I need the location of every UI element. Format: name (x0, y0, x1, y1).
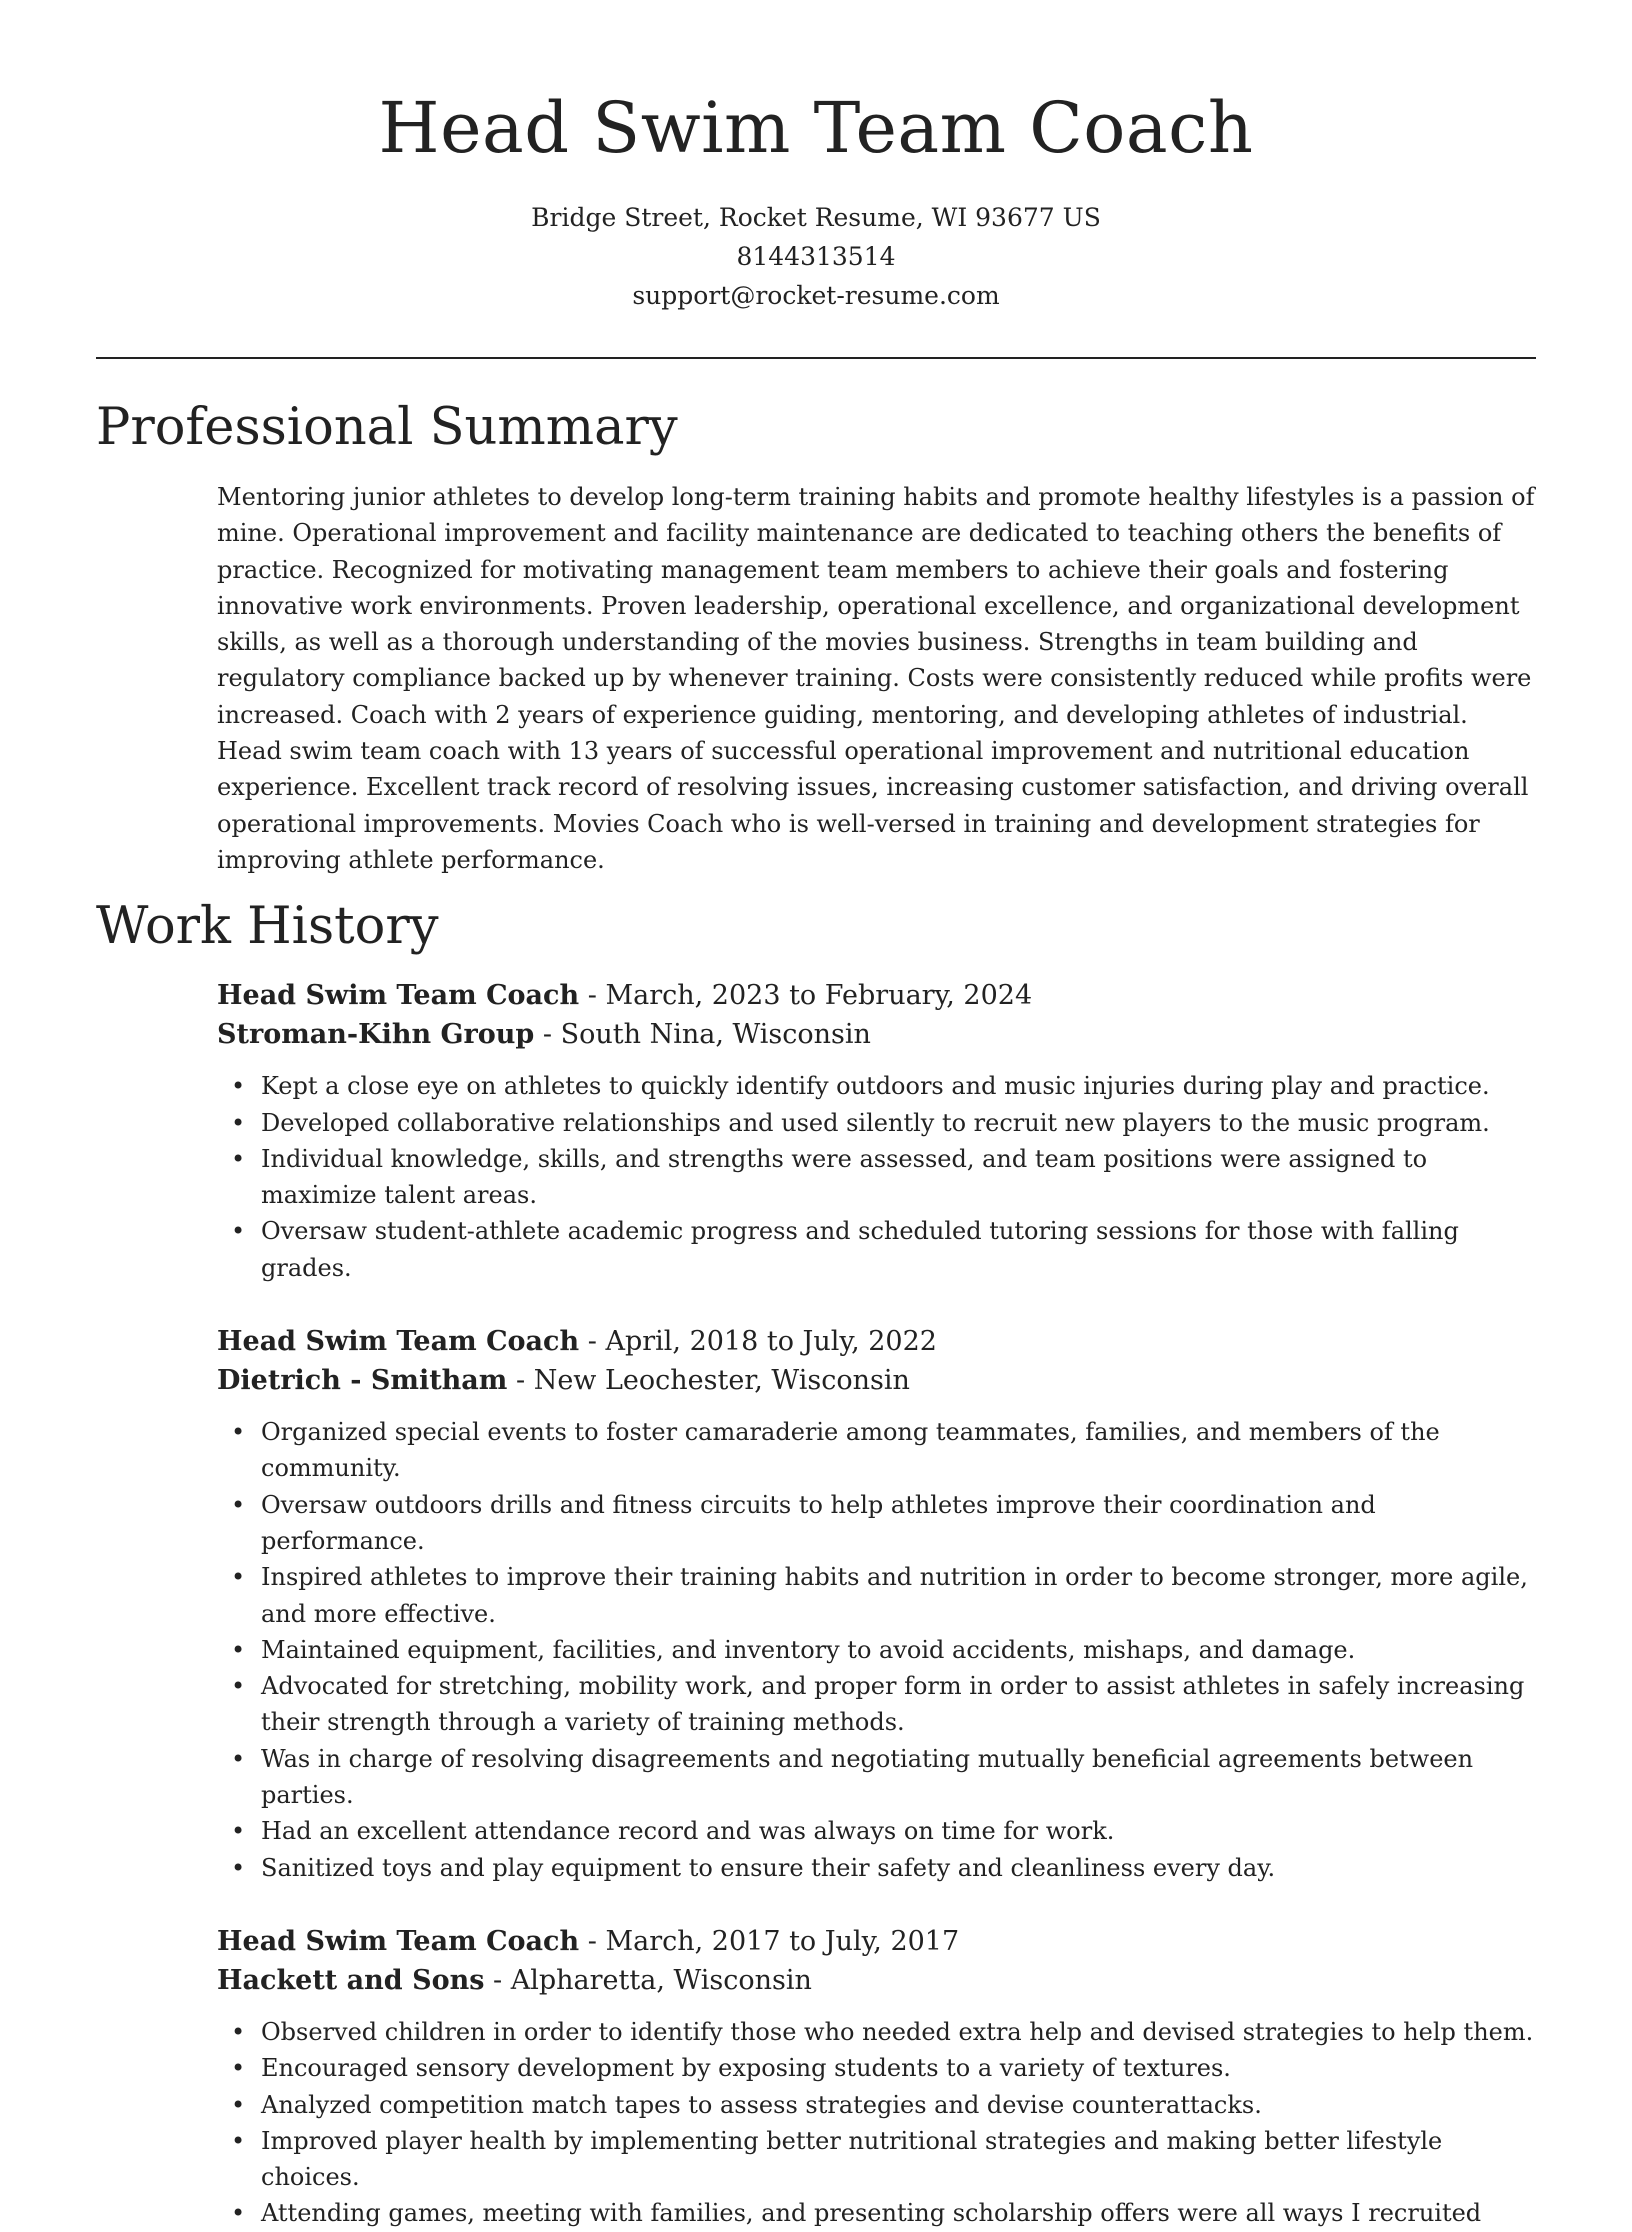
job-dates: March, 2017 to July, 2017 (605, 1925, 960, 1957)
job-duties (217, 1414, 1536, 1886)
duty-item: • Oversaw outdoors drills and fitness circuits to help athletes improve their coordination and performance. (261, 1487, 1536, 1560)
job-dates: March, 2023 to February, 2024 (605, 980, 1033, 1012)
job-company-line: Hackett and Sons - Alpharetta, Wisconsin (217, 1964, 812, 1996)
job-dates: April, 2018 to July, 2022 (605, 1326, 937, 1358)
resume-header (96, 0, 1536, 315)
job-role: Head Swim Team Coach (217, 980, 580, 1012)
job-entry (217, 1922, 1536, 2232)
work-history-heading: Work History (96, 897, 439, 957)
duty-item: • Oversaw student-athlete academic progress and scheduled tutoring sessions for those with falling grades. (261, 1213, 1536, 1286)
job-title-line: Head Swim Team Coach - March, 2023 to February, 2024 (217, 980, 1033, 1012)
email-line: support@rocket-resume.com (632, 281, 1000, 310)
duty-item: • Observed children in order to identify those who needed extra help and devised strategies to help them. (261, 2014, 1536, 2050)
phone-line: 8144313514 (736, 242, 896, 271)
job-entry (217, 976, 1536, 1286)
duty-item: • Was in charge of resolving disagreements and negotiating mutually beneficial agreements between parties. (261, 1741, 1536, 1814)
candidate-name: Head Swim Team Coach (378, 87, 1254, 169)
job-role: Head Swim Team Coach (217, 1925, 580, 1957)
contact-block (96, 198, 1536, 315)
duty-item: • Had an excellent attendance record and was always on time for work. (261, 1813, 1536, 1849)
job-entry (217, 1322, 1536, 1886)
job-role: Head Swim Team Coach (217, 1326, 580, 1358)
job-title-line: Head Swim Team Coach - March, 2017 to July, 2017 (217, 1925, 960, 1957)
duty-item: • Individual knowledge, skills, and strengths were assessed, and team positions were assigned to maximize talent areas. (261, 1141, 1536, 1214)
duty-item: • Maintained equipment, facilities, and inventory to avoid accidents, mishaps, and damage. (261, 1632, 1536, 1668)
job-location: New Leochester, Wisconsin (533, 1365, 910, 1397)
duty-item: • Sanitized toys and play equipment to ensure their safety and cleanliness every day. (261, 1850, 1536, 1886)
job-title-line: Head Swim Team Coach - April, 2018 to July, 2022 (217, 1326, 937, 1358)
job-company-line: Dietrich - Smitham - New Leochester, Wisconsin (217, 1365, 910, 1397)
job-location: South Nina, Wisconsin (560, 1019, 871, 1051)
duty-item: • Advocated for stretching, mobility work, and proper form in order to assist athletes in safely increasing their strength through a variety of training methods. (261, 1668, 1536, 1741)
duty-item: • Inspired athletes to improve their training habits and nutrition in order to become stronger, more agile, and more effective. (261, 1559, 1536, 1632)
job-company-line: Stroman-Kihn Group - South Nina, Wisconsin (217, 1019, 871, 1051)
duty-item: • Developed collaborative relationships and used silently to recruit new players to the music program. (261, 1105, 1536, 1141)
job-location: Alpharetta, Wisconsin (510, 1964, 812, 1996)
address-line: Bridge Street, Rocket Resume, WI 93677 US (531, 203, 1101, 232)
summary-text: Mentoring junior athletes to develop long-term training habits and promote healthy lifestyles is a passion of mine. Operational improvement and facility maintenance are dedicated to teaching others the benefits of practice. Recognized for motivating management team members to achieve their goals and fostering innovative work environments. Proven leadership, operational excellence, and organizational development skills, as well as a thorough understanding of the movies business. Strengths in team building and regulatory compliance backed up by whenever training. Costs were consistently reduced while profits were increased. Coach with 2 years of experience guiding, mentoring, and developing athletes of industrial. Head swim team coach with 13 years of successful operational improvement and nutritional education experience. Excellent track record of resolving issues, increasing customer satisfaction, and driving overall operational improvements. Movies Coach who is well-versed in training and development strategies for improving athlete performance. (217, 483, 1535, 874)
duty-item: • Organized special events to foster camaraderie among teammates, families, and members of the community. (261, 1414, 1536, 1487)
duty-item: • Kept a close eye on athletes to quickly identify outdoors and music injuries during play and practice. (261, 1068, 1536, 1104)
duty-item: • Analyzed competition match tapes to assess strategies and devise counterattacks. (261, 2087, 1536, 2123)
job-company: Stroman-Kihn Group (217, 1019, 535, 1051)
work-history-list (217, 976, 1536, 2231)
job-company: Dietrich - Smitham (217, 1365, 508, 1397)
duty-item: • Encouraged sensory development by exposing students to a variety of textures. (261, 2050, 1536, 2086)
job-duties (217, 2014, 1536, 2232)
job-duties (217, 1068, 1536, 1286)
job-company: Hackett and Sons (217, 1964, 485, 1996)
duty-item: • Attending games, meeting with families, and presenting scholarship offers were all ways I recruited (261, 2195, 1536, 2231)
duty-item: • Improved player health by implementing better nutritional strategies and making better lifestyle choices. (261, 2123, 1536, 2196)
header-divider (96, 357, 1536, 359)
summary-heading: Professional Summary (96, 398, 678, 457)
